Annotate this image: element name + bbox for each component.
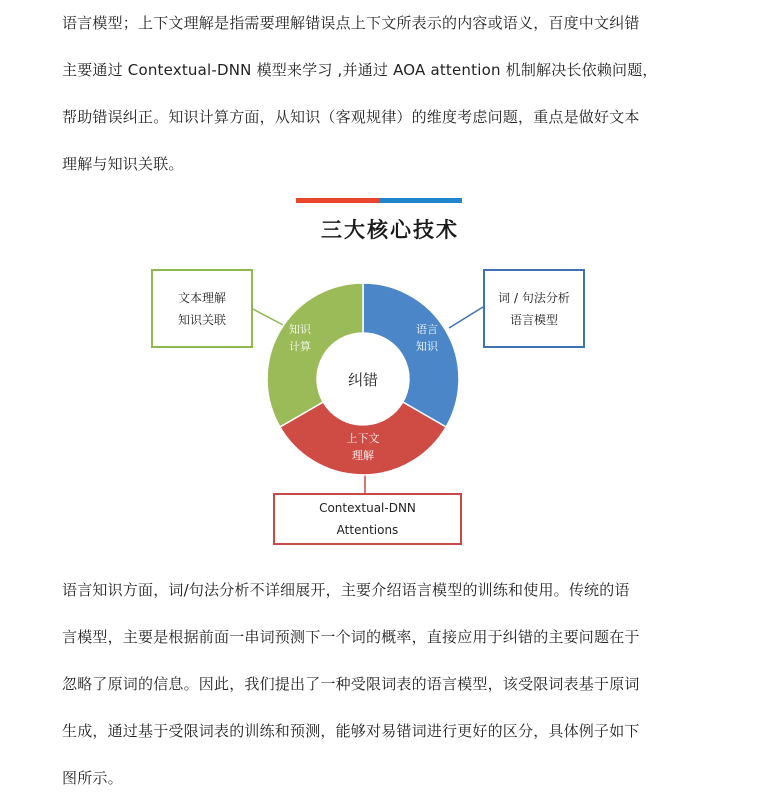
text-line: 图所示。 (62, 769, 123, 787)
paragraph-intro (62, 0, 722, 188)
box-line: 文本理解 (177, 290, 226, 305)
connector-right (449, 307, 483, 328)
box-line: Attentions (336, 523, 399, 537)
box-syntax-language-model (483, 269, 585, 348)
box-line: 词 / 句法分析 (498, 290, 570, 305)
segment-label-line: 理解 (352, 449, 374, 462)
center-label: 纠错 (347, 371, 379, 389)
text-line: 帮助错误纠正。知识计算方面，从知识（客观规律）的维度考虑问题，重点是做好文本 (62, 108, 640, 126)
text-line: 语言模型；上下文理解是指需要理解错误点上下文所表示的内容或语义，百度中文纠错 (62, 14, 640, 32)
segment-label-line: 计算 (289, 340, 311, 353)
segment-label-line: 语言 (416, 323, 438, 336)
box-line: Contextual-DNN (319, 501, 416, 515)
text-line: 言模型，主要是根据前面一串词预测下一个词的概率，直接应用于纠错的主要问题在于 (62, 628, 640, 646)
paragraph-language-knowledge (62, 567, 722, 802)
segment-label-line: 知识 (289, 323, 311, 336)
box-line: 语言模型 (509, 312, 558, 327)
segment-label-line: 上下文 (346, 432, 380, 445)
text-line: 生成，通过基于受限词表的训练和预测，能够对易错词进行更好的区分，具体例子如下 (62, 722, 640, 740)
box-contextual-dnn (273, 493, 462, 545)
box-line: 知识关联 (177, 312, 226, 327)
connector-left (249, 307, 283, 325)
core-technology-figure (0, 190, 780, 560)
text-line: 理解与知识关联。 (62, 155, 184, 173)
segment-label-line: 知识 (416, 340, 438, 353)
text-line: 主要通过 Contextual-DNN 模型来学习 ,并通过 AOA attention 机制解决长依赖问题， (62, 61, 658, 79)
text-line: 语言知识方面，词/句法分析不详细展开，主要介绍语言模型的训练和使用。传统的语 (62, 581, 630, 599)
box-text-knowledge (151, 269, 253, 348)
text-line: 忽略了原词的信息。因此，我们提出了一种受限词表的语言模型，该受限词表基于原词 (62, 675, 640, 693)
figure-title: 三大核心技术 (321, 218, 459, 242)
